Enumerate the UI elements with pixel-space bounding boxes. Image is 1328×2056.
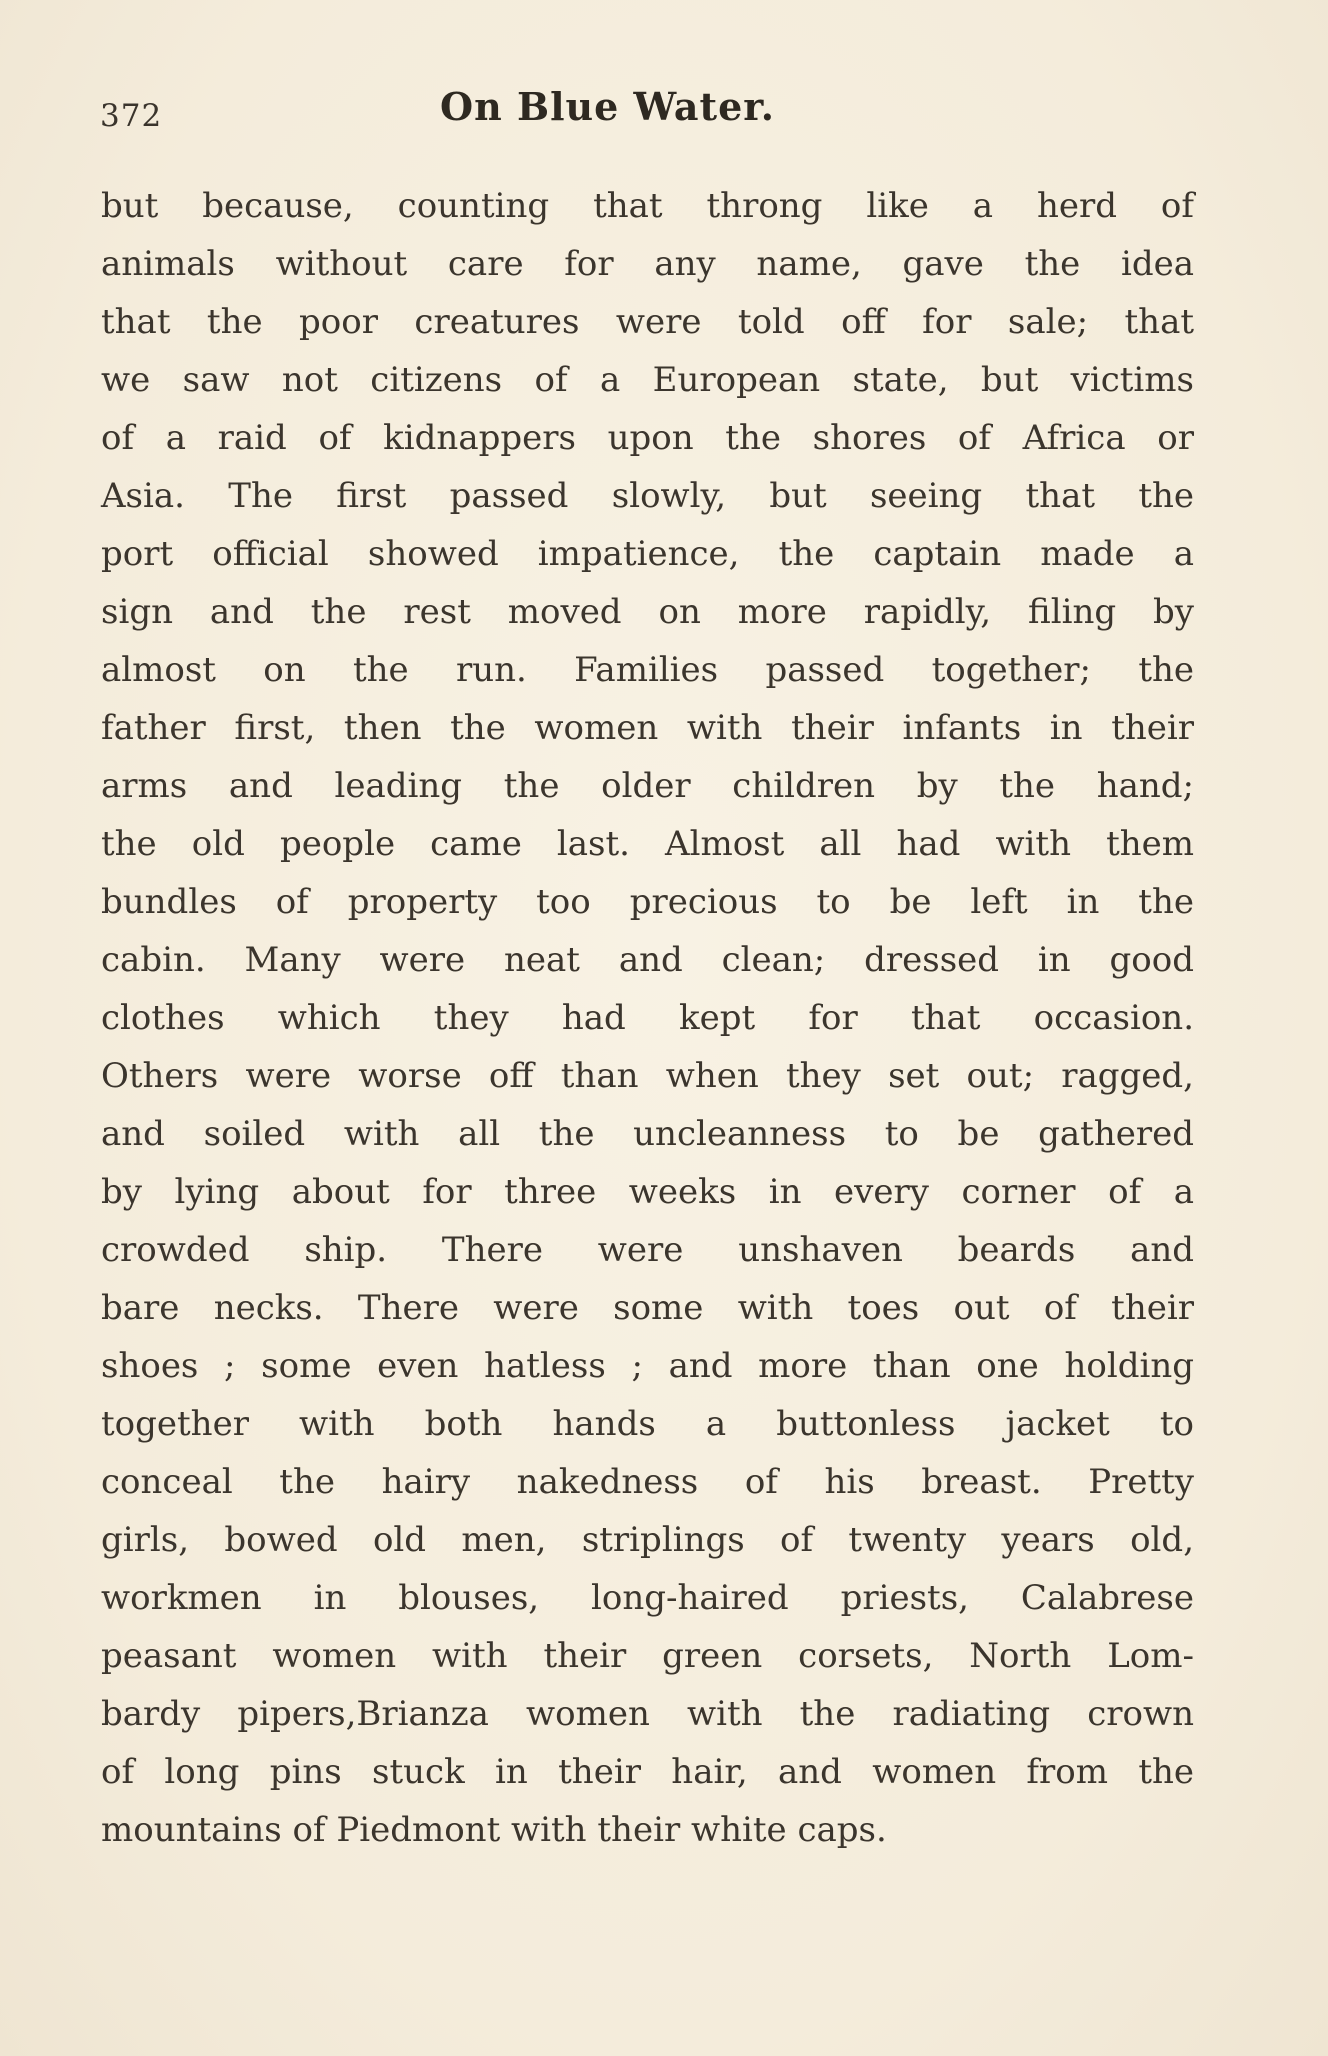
text-line: of long pins stuck in their hair, and women from the xyxy=(101,1752,1194,1792)
text-line: the old people came last. Almost all had with them xyxy=(101,824,1194,864)
text-line: Asia. The first passed slowly, but seeing that the xyxy=(101,476,1194,516)
text-line: together with both hands a buttonless jacket to xyxy=(101,1404,1194,1444)
text-line: of a raid of kidnappers upon the shores of Africa or xyxy=(101,418,1194,458)
text-line: almost on the run. Families passed together; the xyxy=(101,650,1194,690)
text-line: cabin. Many were neat and clean; dressed in good xyxy=(101,940,1194,980)
text-line: clothes which they had kept for that occasion. xyxy=(101,998,1194,1038)
text-line: we saw not citizens of a European state, but victims xyxy=(101,360,1194,400)
text-line: Others were worse off than when they set out; ragged, xyxy=(101,1056,1194,1096)
text-line: girls, bowed old men, striplings of twenty years old, xyxy=(101,1520,1194,1560)
text-line: peasant women with their green corsets, North Lom- xyxy=(101,1636,1194,1676)
text-line: bare necks. There were some with toes out of their xyxy=(101,1288,1194,1328)
text-line: that the poor creatures were told off for sale; that xyxy=(101,302,1194,342)
text-line: arms and leading the older children by the hand; xyxy=(101,766,1194,806)
text-line: port official showed impatience, the captain made a xyxy=(101,534,1194,574)
text-line: mountains of Piedmont with their white caps. xyxy=(101,1810,887,1850)
page-header xyxy=(100,80,1195,140)
text-line: bundles of property too precious to be left in the xyxy=(101,882,1194,922)
text-line: animals without care for any name, gave the idea xyxy=(101,244,1194,284)
text-line: shoes ; some even hatless ; and more than one holding xyxy=(101,1346,1194,1386)
page-number: 372 xyxy=(100,98,163,134)
text-line: sign and the rest moved on more rapidly, filing by xyxy=(101,592,1194,632)
body-text xyxy=(101,177,1194,1859)
text-line: but because, counting that throng like a herd of xyxy=(101,186,1194,226)
text-line: and soiled with all the uncleanness to be gathered xyxy=(101,1114,1194,1154)
text-line: conceal the hairy nakedness of his breast. Pretty xyxy=(101,1462,1194,1502)
text-line: father first, then the women with their infants in their xyxy=(101,708,1194,748)
text-line: crowded ship. There were unshaven beards and xyxy=(101,1230,1194,1270)
text-line: bardy pipers,Brianza women with the radiating crown xyxy=(101,1694,1194,1734)
text-line: workmen in blouses, long-haired priests, Calabrese xyxy=(101,1578,1194,1618)
running-title: On Blue Water. xyxy=(440,84,776,129)
text-line: by lying about for three weeks in every corner of a xyxy=(101,1172,1194,1212)
